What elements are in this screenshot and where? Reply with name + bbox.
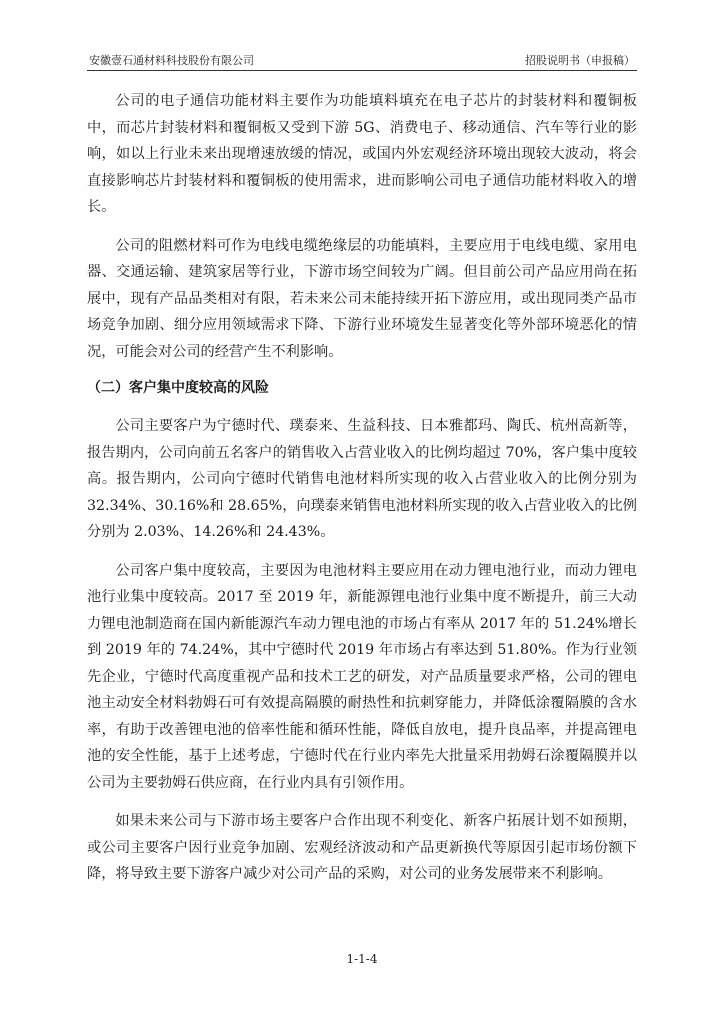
header-document-type: 招股说明书（申报稿）	[525, 54, 635, 67]
page-number: 1-1-4	[346, 952, 378, 966]
page-header	[87, 50, 637, 71]
paragraph-major-customers: 公司主要客户为宁德时代、璞泰来、生益科技、日本雅都玛、陶氏、杭州高新等，报告期内，公司向前五名客户的销售收入占营业收入的比例均超过 70%，客户集中度较高。报告期内，公司向宁德时代销售电池材料所实现的收入占营业收入的比例分别为 32.34%、30.16%和 28.65%，向璞泰来销售电池材料所实现的收入占营业收入的比例分别为 2.03%、14.26%和 24.43%。	[87, 418, 637, 540]
section-heading-customer-concentration: （二）客户集中度较高的风险	[87, 380, 269, 396]
paragraph-electronic-materials: 公司的电子通信功能材料主要作为功能填料填充在电子芯片的封装材料和覆铜板中，而芯片封装材料和覆铜板又受到下游 5G、消费电子、移动通信、汽车等行业的影响，如以上行业未来出现增速放缓的情况，或国内外宏观经济环境出现较大波动，将会直接影响芯片封装材料和覆铜板的使用需求，进而影响公司电子通信功能材料收入的增长。	[87, 93, 637, 215]
paragraph-flame-retardant: 公司的阻燃材料可作为电线电缆绝缘层的功能填料，主要应用于电线电缆、家用电器、交通运输、建筑家居等行业，下游市场空间较为广阔。但目前公司产品应用尚在拓展中，现有产品品类相对有限，若未来公司未能持续开拓下游应用，或出现同类产品市场竞争加剧、细分应用领域需求下降、下游行业环境发生显著变化等外部环境恶化的情况，可能会对公司的经营产生不利影响。	[87, 237, 637, 360]
paragraph-risk-impact: 如果未来公司与下游市场主要客户合作出现不利变化、新客户拓展计划不如预期，或公司主要客户因行业竞争加剧、宏观经济波动和产品更新换代等原因引起市场份额下降，将导致主要下游客户减少对公司产品的采购，对公司的业务发展带来不利影响。	[87, 813, 637, 882]
paragraph-concentration-reasons: 公司客户集中度较高，主要因为电池材料主要应用在动力锂电池行业，而动力锂电池行业集中度较高。2017 至 2019 年，新能源锂电池行业集中度不断提升，前三大动力锂电池制造商在国内新能源汽车动力锂电池的市场占有率从 2017 年的 51.24%增长到 2019 年的 74.24%，其中宁德时代 2019 年市场占有率达到 51.80%。作为行业领先企业，宁德时代高度重视产品和技术工艺的研发，对产品质量要求严格，公司的锂电池主动安全材料勃姆石可有效提高隔膜的耐热性和抗刺穿能力，并降低涂覆隔膜的含水率，有助于改善锂电池的倍率性能和循环性能，降低自放电，提升良品率，并提高锂电池的安全性能，基于上述考虑，宁德时代在行业内率先大批量采用勃姆石涂覆隔膜并以公司为主要勃姆石供应商，在行业内具有引领作用。	[87, 562, 637, 791]
page-body	[87, 88, 637, 900]
header-company-name: 安徽壹石通材料科技股份有限公司	[89, 54, 254, 67]
